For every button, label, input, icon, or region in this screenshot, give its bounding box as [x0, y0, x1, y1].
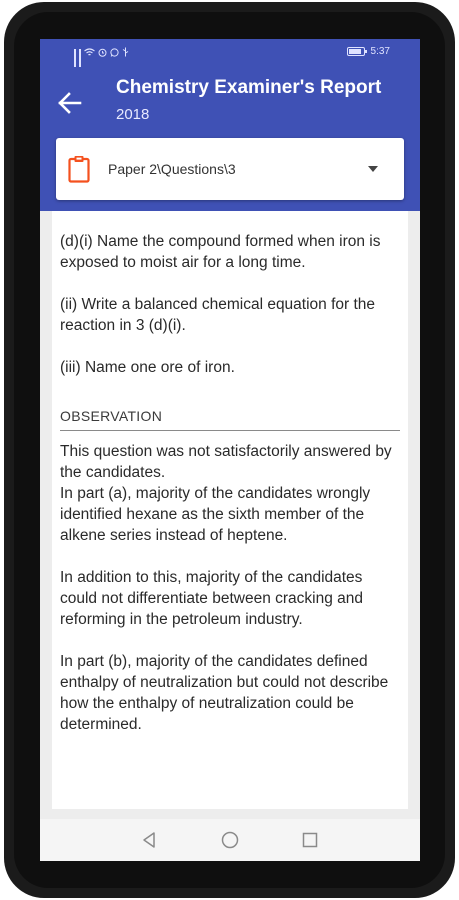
observation-paragraph: In part (b), majority of the candidates defined enthalpy of neutralization but could not describe how the enthalpy of neutralization could be determined.: [60, 653, 389, 733]
home-circle-icon: [220, 830, 240, 850]
status-icons-right: [347, 46, 390, 57]
observation-heading: OBSERVATION: [60, 408, 400, 431]
arrow-left-icon: [52, 85, 88, 121]
nav-back-button[interactable]: [140, 830, 160, 850]
signal-icon: [79, 49, 81, 58]
observation-paragraph: In addition to this, majority of the candidates could not differentiate between cracking and reforming in the petroleum industry.: [60, 569, 364, 628]
observation-paragraph: This question was not satisfactorily answered by the candidates. In part (a), majority of the candidates wrongly identified hexane as the sixth member of the alkene series instead of heptene.: [60, 443, 392, 544]
status-time: 5:37: [370, 46, 390, 57]
whatsapp-icon: [110, 48, 119, 60]
usb-icon: [122, 47, 129, 60]
status-bar: [40, 39, 420, 67]
question-path-value: Paper 2\Questions\3: [108, 161, 236, 177]
report-content: [52, 211, 408, 809]
status-icons-left: [74, 47, 129, 60]
wifi-icon: [84, 48, 95, 60]
app-bar: [40, 67, 420, 211]
question-part: (iii) Name one ore of iron.: [60, 359, 235, 376]
page-title: Chemistry Examiner's Report: [116, 77, 382, 98]
recents-square-icon: [300, 830, 320, 850]
back-triangle-icon: [140, 830, 160, 850]
system-nav-bar: [40, 819, 420, 861]
question-part: (ii) Write a balanced chemical equation for the reaction in 3 (d)(i).: [60, 296, 376, 334]
battery-icon: [347, 47, 365, 56]
chevron-down-icon: [368, 166, 378, 172]
question-part: (d)(i) Name the compound formed when iron is exposed to moist air for a long time.: [60, 233, 381, 271]
clipboard-icon: [68, 155, 90, 183]
app-screen: [40, 39, 420, 861]
page-subtitle: 2018: [116, 106, 150, 123]
question-path-dropdown[interactable]: [56, 138, 404, 200]
observation-body: [60, 441, 400, 735]
signal-icon: [74, 49, 76, 58]
back-button[interactable]: [52, 85, 88, 121]
nav-recents-button[interactable]: [300, 830, 320, 850]
alarm-icon: [98, 48, 107, 60]
nav-home-button[interactable]: [220, 830, 240, 850]
